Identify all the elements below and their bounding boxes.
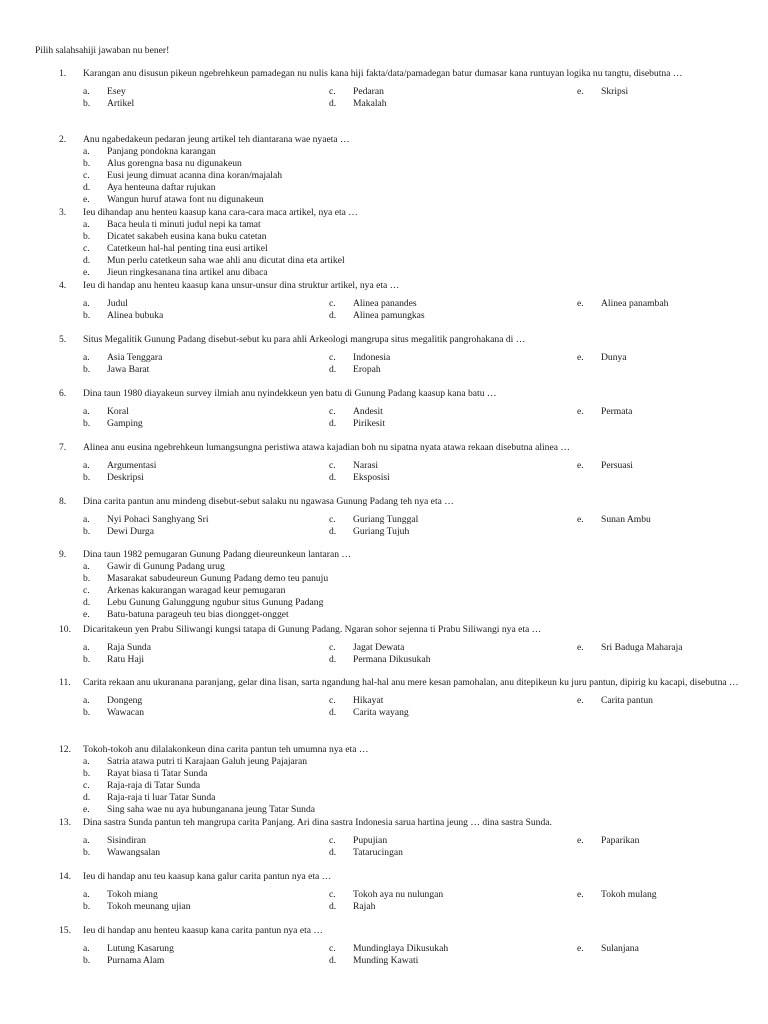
question-number: 4. [59,280,67,291]
option-text: Paparikan [601,835,640,846]
option-text: Masarakat sabudeureun Gunung Padang demo teu panuju [107,573,329,584]
option-letter: b. [83,901,91,912]
option-letter: d. [329,472,337,483]
question-text: Dicaritakeun yen Prabu Siliwangi kungsi tatapa di Gunung Padang. Ngaran sohor sejenna ti Prabu Siliwangi nya eta … [83,624,542,635]
option-text: Alinea panambah [601,298,669,309]
option-letter: c. [83,780,90,791]
question-text: Dina carita pantun anu mindeng disebut-sebut salaku nu ngawasa Gunung Padang teh nya eta … [83,496,454,507]
option-letter: a. [83,695,90,706]
question-text: Carita rekaan anu ukuranana paranjang, gelar dina lisan, sarta ngandung hal-hal anu mere kesan pamohalan, anu ditepikeun ku juru pantun, dipirig ku kacapi, disebutna … [83,677,739,688]
option-text: Rayat biasa ti Tatar Sunda [107,768,208,779]
option-letter: e. [83,267,90,278]
option-letter: d. [329,98,337,109]
option-text: Arkenas kakurangan waragad keur pemugaran [107,585,286,596]
option-text: Raja-raja di Tatar Sunda [107,780,201,791]
option-letter: b. [83,847,91,858]
option-text: Hikayat [353,695,384,706]
question-text: Ieu di handap anu henteu kaasup kana unsur-unsur dina struktur artikel, nya eta … [83,280,400,291]
option-letter: c. [329,406,336,417]
option-text: Aya henteuna daftar rujukan [107,182,216,193]
option-text: Argumentasi [107,460,157,471]
option-text: Eropah [353,364,381,375]
question-number: 9. [59,549,67,560]
option-letter: b. [83,707,91,718]
option-letter: e. [83,609,90,620]
option-text: Narasi [353,460,379,471]
option-letter: c. [329,514,336,525]
option-text: Alinea pamungkas [353,310,425,321]
option-text: Mun perlu catetkeun saha wae ahli anu dicutat dina eta artikel [107,255,345,266]
option-letter: a. [83,943,90,954]
option-text: Permata [601,406,633,417]
question-text: Anu ngabedakeun pedaran jeung artikel teh diantarana wae nyaeta … [83,134,350,145]
option-letter: d. [329,364,337,375]
question-text: Tokoh-tokoh anu dilalakonkeun dina carita pantun teh umumna nya eta … [83,744,369,755]
option-text: Jawa Barat [107,364,150,375]
option-text: Andesit [353,406,383,417]
option-text: Batu-batuna parageuh teu bias diongget-ongget [107,609,289,620]
option-letter: e. [577,943,584,954]
option-text: Permana Dikusukah [353,654,431,665]
option-letter: c. [83,243,90,254]
option-letter: b. [83,654,91,665]
option-letter: c. [329,298,336,309]
question-number: 2. [59,134,67,145]
option-text: Carita pantun [601,695,653,706]
question-text: Dina taun 1982 pemugaran Gunung Padang dieureunkeun lantaran … [83,549,352,560]
option-text: Munding Kawati [353,955,419,966]
option-text: Raja-raja ti luar Tatar Sunda [107,792,216,803]
option-text: Dewi Durga [107,526,154,537]
question-text: Ieu di handap anu teu kaasup kana galur carita pantun nya eta … [83,871,332,882]
option-text: Judul [107,298,128,309]
question-number: 3. [59,207,67,218]
question-text: Dina sastra Sunda pantun teh mangrupa carita Panjang. Ari dina sastra Indonesia sarua hartina jeung … dina sastra Sunda. [83,817,552,828]
question-number: 7. [59,442,67,453]
option-letter: b. [83,526,91,537]
question-number: 15. [59,925,71,936]
option-text: Guriang Tujuh [353,526,410,537]
option-letter: d. [83,597,91,608]
question-number: 11. [59,677,71,688]
option-text: Tokoh miang [107,889,158,900]
option-text: Nyi Pohaci Sanghyang Sri [107,514,209,525]
question-text: Dina taun 1980 diayakeun survey ilmiah anu nyindekkeun yen batu di Gunung Padang kaasup kana batu … [83,388,497,399]
option-letter: e. [577,835,584,846]
option-text: Sing saha wae nu aya hubunganana jeung Tatar Sunda [107,804,316,815]
option-letter: b. [83,573,91,584]
question-text: Situs Megalitik Gunung Padang disebut-sebut ku para ahli Arkeologi mangrupa situs megalitik pangrohakana di … [83,334,526,345]
option-letter: b. [83,158,91,169]
question-text: Ieu dihandap anu henteu kaasup kana cara-cara maca artikel, nya eta … [83,207,358,218]
option-letter: a. [83,756,90,767]
question-text: Alinea anu eusina ngebrehkeun lumangsungna peristiwa atawa kajadian boh nu sipatna nyata atawa rekaan disebutna alinea … [83,442,570,453]
option-text: Mundinglaya Dikusukah [353,943,449,954]
option-letter: e. [577,406,584,417]
question-number: 6. [59,388,67,399]
option-text: Carita wayang [353,707,409,718]
option-text: Tatarucingan [353,847,403,858]
option-letter: a. [83,514,90,525]
option-text: Wangun huruf atawa font nu digunakeun [107,194,264,205]
option-letter: d. [329,901,337,912]
option-letter: c. [329,695,336,706]
option-letter: e. [577,86,584,97]
option-text: Alinea bubuka [107,310,164,321]
option-letter: a. [83,86,90,97]
question-number: 10. [59,624,71,635]
option-text: Tokoh meunang ujian [107,901,191,912]
option-letter: c. [329,835,336,846]
option-text: Panjang pondokna karangan [107,146,216,157]
option-text: Gawir di Gunung Padang urug [107,561,225,572]
option-letter: d. [329,707,337,718]
option-text: Lutung Kasarung [107,943,174,954]
option-text: Sulanjana [601,943,639,954]
option-letter: e. [577,695,584,706]
option-text: Baca heula ti minuti judul nepi ka tamat [107,219,261,230]
option-letter: c. [329,889,336,900]
option-letter: d. [329,526,337,537]
option-letter: a. [83,889,90,900]
question-number: 12. [59,744,71,755]
option-text: Eksposisi [353,472,390,483]
question-text: Karangan anu disusun pikeun ngebrehkeun pamadegan nu nulis kana hiji fakta/data/pamadegan batur dumasar kana runtuyan logika nu tangtu, disebutna … [83,68,683,79]
question-number: 8. [59,496,67,507]
instruction-text: Pilih salahsahiji jawaban nu bener! [35,45,170,56]
option-letter: e. [577,889,584,900]
option-letter: b. [83,98,91,109]
option-text: Dunya [601,352,627,363]
option-letter: a. [83,406,90,417]
option-letter: c. [329,460,336,471]
option-letter: c. [83,170,90,181]
option-text: Jieun ringkesanana tina artikel anu dibaca [107,267,268,278]
option-text: Ratu Haji [107,654,145,665]
option-text: Sisindiran [107,835,146,846]
option-text: Lebu Gunung Galunggung ngubur situs Gunung Padang [107,597,324,608]
option-text: Pirikesit [353,418,385,429]
option-text: Tokoh mulang [601,889,657,900]
option-letter: c. [329,642,336,653]
option-text: Artikel [107,98,135,109]
option-text: Wawangsalan [107,847,161,858]
option-letter: d. [329,847,337,858]
question-number: 1. [59,68,67,79]
option-text: Dicatet sakabeh eusina kana buku catetan [107,231,267,242]
option-letter: d. [329,955,337,966]
option-text: Alus gorengna basa nu digunakeun [107,158,242,169]
option-letter: b. [83,231,91,242]
option-text: Purnama Alam [107,955,165,966]
option-letter: a. [83,298,90,309]
option-letter: a. [83,352,90,363]
option-letter: b. [83,310,91,321]
option-text: Rajah [353,901,376,912]
option-letter: e. [577,352,584,363]
option-letter: a. [83,460,90,471]
option-letter: d. [83,792,91,803]
option-letter: c. [329,352,336,363]
option-text: Eusi jeung dimuat acanna dina koran/majalah [107,170,283,181]
option-text: Indonesia [353,352,391,363]
option-letter: e. [83,194,90,205]
option-letter: d. [329,654,337,665]
option-letter: c. [329,943,336,954]
option-letter: e. [577,642,584,653]
option-text: Wawacan [107,707,145,718]
option-letter: a. [83,146,90,157]
option-letter: e. [577,298,584,309]
option-letter: b. [83,472,91,483]
option-letter: c. [329,86,336,97]
option-letter: a. [83,561,90,572]
option-text: Catetkeun hal-hal penting tina eusi artikel [107,243,268,254]
option-text: Skripsi [601,86,629,97]
option-text: Esey [107,86,126,97]
option-text: Persuasi [601,460,633,471]
option-text: Pupujian [353,835,388,846]
option-text: Satria atawa putri ti Karajaan Galuh jeung Pajajaran [107,756,308,767]
question-number: 14. [59,871,71,882]
option-text: Dongeng [107,695,143,706]
question-number: 5. [59,334,67,345]
option-text: Guriang Tunggal [353,514,419,525]
option-text: Makalah [353,98,387,109]
option-text: Alinea panandes [353,298,417,309]
option-text: Sunan Ambu [601,514,651,525]
option-text: Jagat Dewata [353,642,405,653]
option-letter: e. [577,460,584,471]
option-letter: d. [329,310,337,321]
option-letter: b. [83,364,91,375]
option-text: Pedaran [353,86,384,97]
option-letter: d. [329,418,337,429]
option-text: Gamping [107,418,143,429]
question-text: Ieu di handap anu henteu kaasup kana carita pantun nya eta … [83,925,324,936]
option-text: Asia Tenggara [107,352,163,363]
option-text: Koral [107,406,129,417]
option-letter: d. [83,182,91,193]
option-text: Deskripsi [107,472,144,483]
option-letter: a. [83,835,90,846]
option-letter: e. [83,804,90,815]
option-text: Sri Baduga Maharaja [601,642,683,653]
option-letter: b. [83,418,91,429]
option-text: Raja Sunda [107,642,151,653]
option-letter: e. [577,514,584,525]
option-letter: b. [83,768,91,779]
option-letter: b. [83,955,91,966]
option-letter: a. [83,642,90,653]
option-letter: d. [83,255,91,266]
option-text: Tokoh aya nu nulungan [353,889,444,900]
option-letter: c. [83,585,90,596]
option-letter: a. [83,219,90,230]
question-number: 13. [59,817,71,828]
